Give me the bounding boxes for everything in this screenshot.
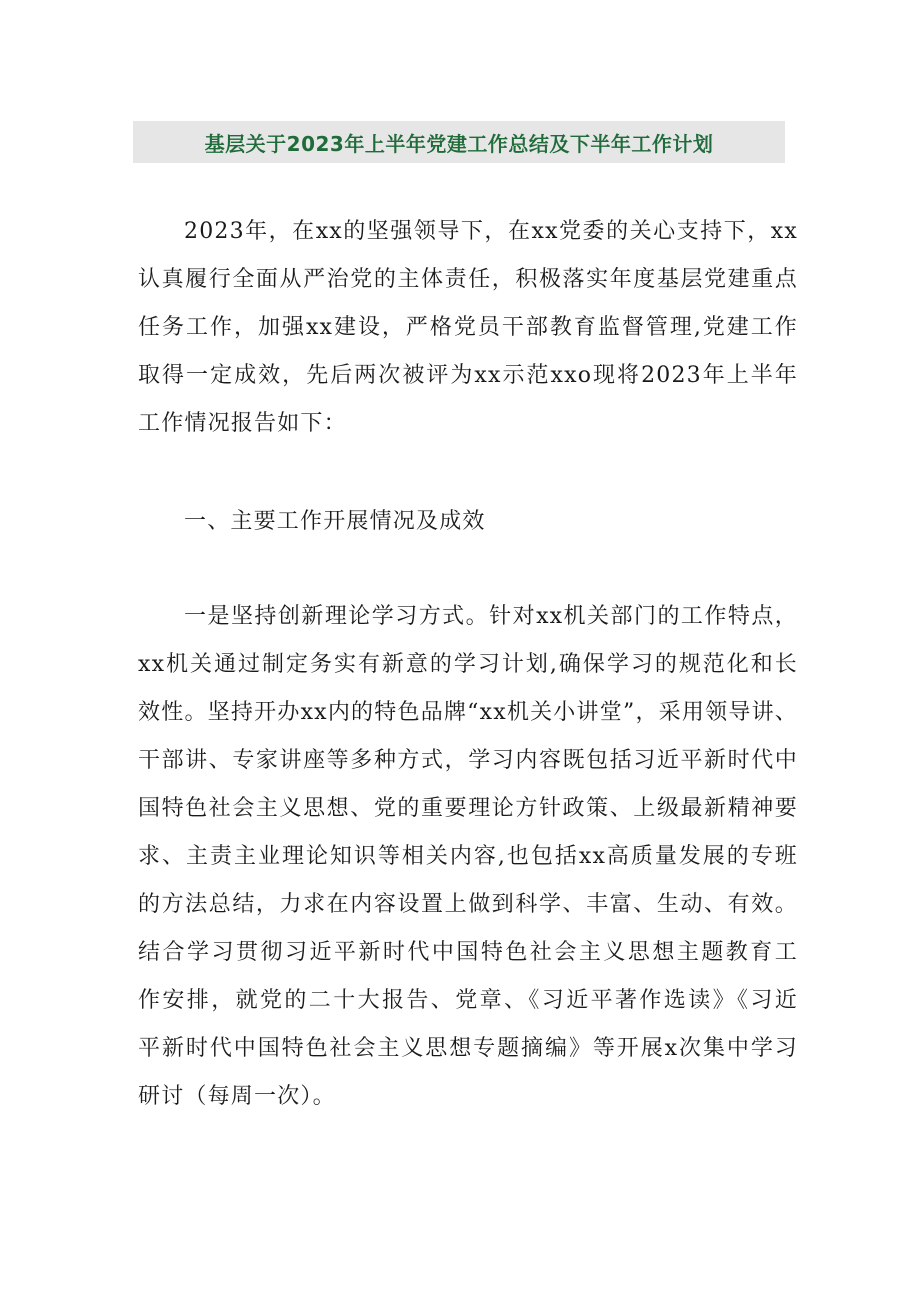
intro-line: 任务工作，加强xx建设，严格党员干部教育监督管理,党建工作 [138, 315, 798, 340]
intro-line: 取得一定成效，先后两次被评为xx示范xxo现将2023年上半年 [138, 363, 798, 388]
document-title: 基层关于2023年上半年党建工作总结及下半年工作计划 [204, 131, 714, 156]
body-line: 研讨（每周一次）。 [138, 1084, 336, 1109]
intro-line: 2023年，在xx的坚强领导下，在xx党委的关心支持下，xx [184, 219, 798, 244]
intro-line: 工作情况报告如下： [138, 411, 347, 436]
body-line: 结合学习贯彻习近平新时代中国特色社会主义思想主题教育工 [138, 940, 798, 965]
title-bar [133, 121, 785, 163]
section-heading: 一、主要工作开展情况及成效 [184, 509, 486, 534]
body-line: 国特色社会主义思想、党的重要理论方针政策、上级最新精神要 [138, 796, 798, 821]
body-line: 干部讲、专家讲座等多种方式，学习内容既包括习近平新时代中 [138, 748, 798, 773]
intro-line: 认真履行全面从严治党的主体责任，积极落实年度基层党建重点 [138, 267, 798, 292]
body-line: 作安排，就党的二十大报告、党章、《习近平著作选读》《习近 [138, 988, 798, 1013]
body-line: 的方法总结，力求在内容设置上做到科学、丰富、生动、有效。 [138, 892, 798, 917]
body-line: 效性。坚持开办xx内的特色品牌“xx机关小讲堂”，采用领导讲、 [138, 700, 798, 725]
body-line: xx机关通过制定务实有新意的学习计划,确保学习的规范化和长 [138, 652, 798, 677]
body-line: 平新时代中国特色社会主义思想专题摘编》等开展x次集中学习 [138, 1036, 798, 1061]
body-line: 求、主责主业理论知识等相关内容,也包括xx高质量发展的专班 [138, 844, 798, 869]
body-line: 一是坚持创新理论学习方式。针对xx机关部门的工作特点， [184, 604, 798, 629]
